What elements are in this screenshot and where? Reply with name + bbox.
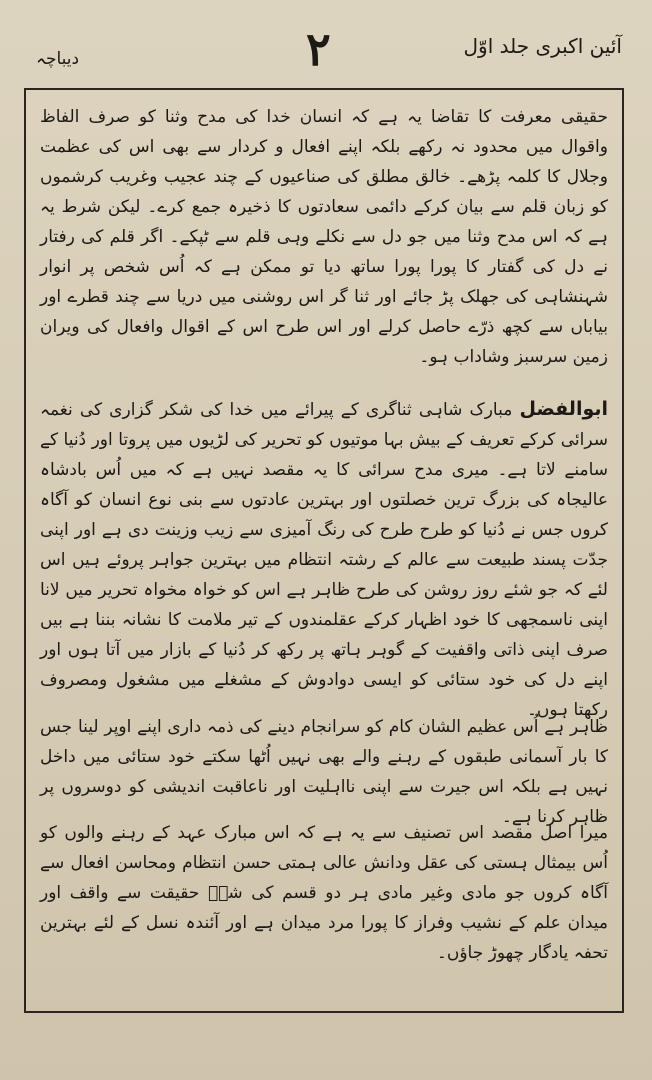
text-frame	[24, 88, 624, 1013]
paragraph-1-text: حقیقی معرفت کا تقاضا یہ ہے کہ انسان خدا کی مدح وثنا کو صرف الفاظ واقوال میں محدود نہ رکھے بلکہ اپنے افعال و کردار سے بھی اس کی عظمت وجلال کا کلمہ پڑھے۔ خالق مطلق کی صناعیوں کے چند عجیب وغریب کرشموں کو زبان قلم سے بیان کرکے دائمی سعادتوں کا ذخیرہ جمع کرے۔ لیکن شرط یہ ہے کہ اس مدح وثنا میں جو دل سے نکلے وہی قلم سے ٹپکے۔ اگر قلم کی رفتار نے دل کی گفتار کا پورا پورا ساتھ دیا تو ممکن ہے کہ اُس شخص پر انوار شہنشاہی کی جھلک پڑ جائے اور ثنا گر اس روشنی میں دریا سے چند قطرے اور بیاباں سے کچھ ذرّے حاصل کرلے اور اس طرح اس کے اقوال وافعال کی ویران زمین سرسبز وشاداب ہو۔	[40, 107, 608, 367]
paragraph-1	[40, 102, 608, 394]
paragraph-2-lead: ابوالفضل	[519, 398, 609, 420]
page-number: ۲	[306, 22, 331, 76]
paragraph-3	[40, 712, 608, 827]
book-title: آئین اکبری جلد اوّل	[463, 34, 622, 58]
paragraph-4-text: میرا اصل مقصد اس تصنیف سے یہ ہے کہ اس مبارک عہد کے رہنے والوں کو اُس بیمثال ہستی کی عقل ودانش عالی ہمتی حسن انتظام ومحاسن افعال سے آگاہ کروں جو مادی وغیر مادی ہر دو قسم کی شےؔ حقیقت سے واقف اور میدان علم کے نشیب وفراز کا پورا مرد میدان ہے اور آئندہ نسل کے لئے بہترین تحفہ یادگار چھوڑ جاؤں۔	[40, 823, 608, 963]
paragraph-2	[40, 394, 609, 720]
running-head	[36, 22, 622, 82]
section-title: دیباچہ	[36, 49, 80, 69]
paragraph-3-text: ظاہر ہے اُس عظیم الشان کام کو سرانجام دینے کی ذمہ داری اپنے اوپر لینا جس کا بار آسمانی طبقوں کے رہنے والے بھی نہیں اُٹھا سکتے خود ستائی میں داخل نہیں ہے بلکہ اس جیرت سے اپنی نااہلیت اور ناعاقبت اندیشی کو دوسروں پر ظاہر کرنا ہے۔	[40, 717, 608, 827]
paragraph-2-text: مبارک شاہی ثناگری کے پیرائے میں خدا کی شکر گزاری کی نغمہ سرائی کرکے تعریف کے بیش بہا موتیوں کو تحریر کی لڑیوں میں پروتا اور دُنیا کے سامنے لاتا ہے۔ میری مدح سرائی کا یہ مقصد نہیں ہے کہ میں اُس بادشاہ عالیجاہ کی بزرگ ترین خصلتوں اور بہترین عادتوں سے بنی نوع انسان کو آگاہ کروں جس نے دُنیا کو طرح طرح کی رنگ آمیزی سے زیب وزینت دی ہے اور اپنی جدّت پسند طبیعت سے عالم کے رشتہ انتظام میں بہترین جواہر پروئے ہیں اس لئے کہ جو شئے روز روشن کی طرح ظاہر ہے اس کو خواہ مخواہ تحریر میں لانا اپنی ناسمجھی کا خود اظہار کرکے عقلمندوں کے تیر ملامت کا نشانہ بننا ہے بیں صرف اپنی ذاتی واقفیت کے گوہر ہاتھ پر رکھ کر دُنیا کے بازار میں آتا ہوں اور اپنے دل کی خود ستائی کو ایسی دوادوش کے مشغلے میں مشغول ومصروف رکھتا ہوں۔	[40, 400, 608, 720]
paragraph-4	[40, 818, 608, 968]
